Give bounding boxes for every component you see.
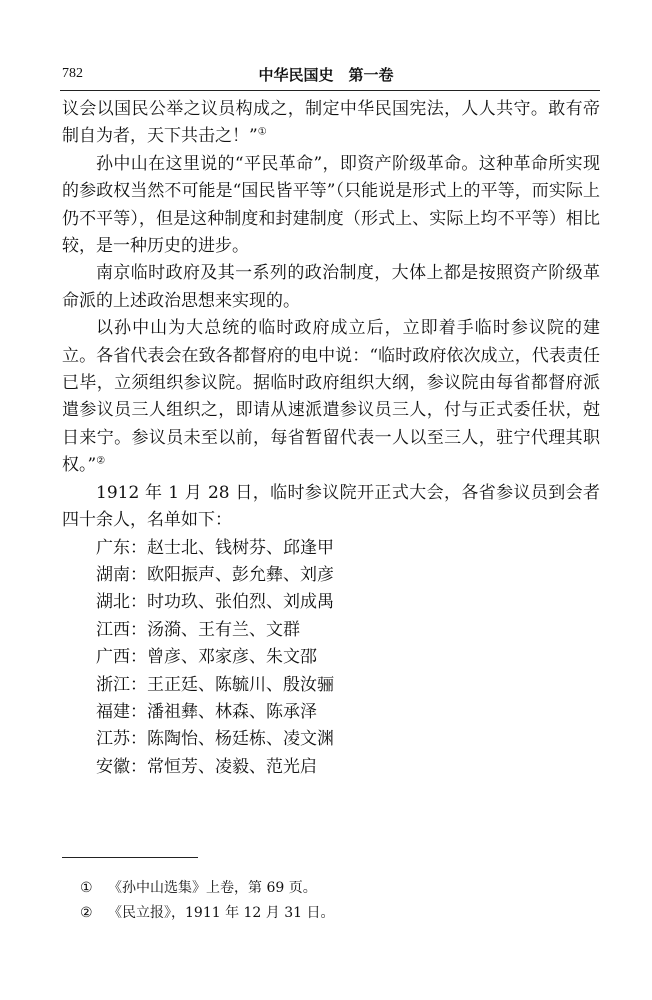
footnotes [80,876,600,926]
paragraph-text: 以孙中山为大总统的临时政府成立后，立即着手临时参议院的建立。各省代表会在致各都督府的电中说：“临时政府依次成立，代表责任已毕，立须组织参议院。据临时政府组织大纲，参议院由每省都督府派遣参议员三人组织之，即请从速派遣参议员三人，付与正式委任状，尅日来宁。参议员未至以前，每省暂留代表一人以至三人，驻宁代理其职权。” [62,318,600,476]
delegate-row: 广东：赵士北、钱树芬、邱逢甲 [96,537,334,558]
footnote [80,876,600,901]
footnote-ref: ① [257,126,267,138]
footnote-mark: ② [80,905,93,921]
paragraph [62,151,600,261]
page-number: 782 [62,66,83,81]
footnote [80,901,600,926]
delegate-row: 福建：潘祖彝、林森、陈承泽 [96,701,317,722]
paragraph-text: 南京临时政府及其一系列的政治制度，大体上都是按照资产阶级革命派的上述政治思想来实现的。 [62,263,600,311]
delegate-list [62,535,600,782]
paragraph-text: 1912 年 1 月 28 日，临时参议院开正式大会，各省参议员到会者四十余人，名单如下： [62,482,600,531]
footnote-text: 《民立报》，1911 年 12 月 31 日。 [108,905,335,921]
running-title: 中华民国史 第一卷 [258,66,394,84]
footnote-text: 《孙中山选集》上卷，第 69 页。 [108,880,317,896]
footnote-rule [62,857,198,858]
footnote-mark: ① [80,880,93,896]
paragraph [62,315,600,479]
delegate-row: 湖北：时功玖、张伯烈、刘成禺 [96,592,334,613]
body-text [62,96,600,781]
delegate-row: 江苏：陈陶怡、杨廷栋、凌文渊 [96,729,334,750]
paragraph-text: 孙中山在这里说的“平民革命”，即资产阶级革命。这种革命所实现的参政权当然不可能是“国民皆平等”（只能说是形式上的平等，而实际上仍不平等），但是这种制度和封建制度（形式上、实际上均不平等）相比较，是一种历史的进步。 [62,153,600,257]
footnote-ref: ② [96,455,106,467]
delegate-row: 广西：曾彦、邓家彦、朱文邵 [96,647,317,668]
paragraph [62,480,600,535]
paragraph [62,260,600,315]
header-rule [60,90,600,91]
delegate-row: 浙江：王正廷、陈毓川、殷汝骊 [96,674,334,695]
delegate-row: 湖南：欧阳振声、彭允彝、刘彦 [96,564,334,585]
paragraph [62,96,600,151]
paragraph-text: 议会以国民公举之议员构成之，制定中华民国宪法，人人共守。敢有帝制自为者，天下共击之！” [62,99,600,147]
delegate-row: 安徽：常恒芳、凌毅、范光启 [96,756,317,777]
delegate-row: 江西：汤漪、王有兰、文群 [96,619,300,640]
